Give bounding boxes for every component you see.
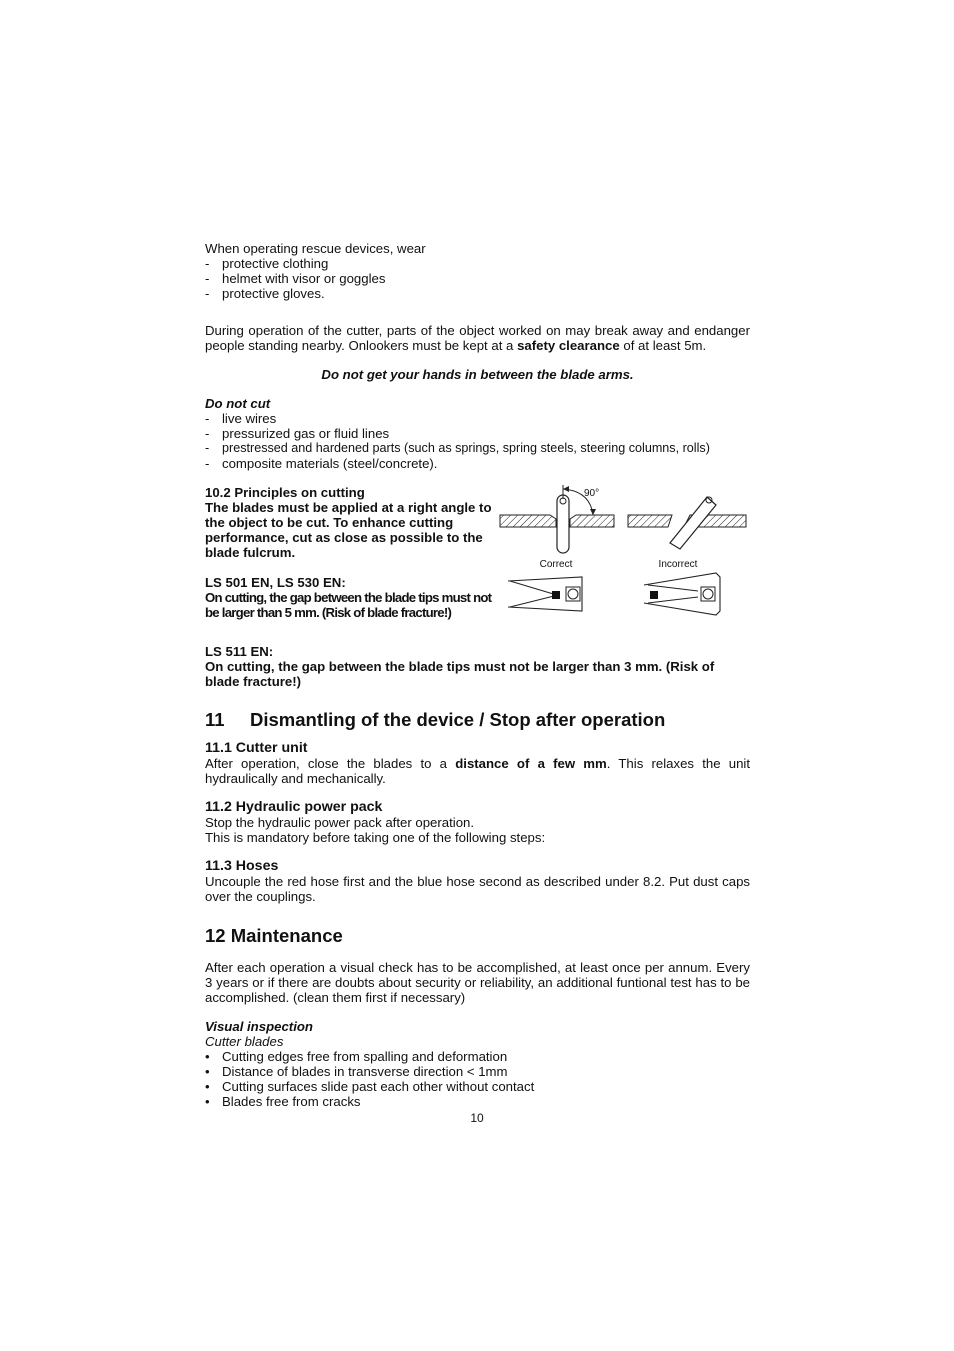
do-not-cut-list <box>205 411 750 471</box>
list-item: - live wires <box>205 411 750 426</box>
ls501-body: On cutting, the gap between the blade tips must not be larger than 5 mm. (Risk of blade fracture!) <box>205 590 492 620</box>
section-11-title: 11 Dismantling of the device / Stop after operation <box>205 709 666 730</box>
inspection-list <box>205 1049 750 1109</box>
principles-text <box>205 485 495 630</box>
cutter-blades-subheading: Cutter blades <box>205 1034 284 1049</box>
ls501-heading: LS 501 EN, LS 530 EN: <box>205 575 346 590</box>
incorrect-label: Incorrect <box>658 559 698 570</box>
correct-label: Correct <box>539 559 573 570</box>
list-item: - helmet with visor or goggles <box>205 271 750 286</box>
incorrect-diagram <box>628 497 746 570</box>
list-item: - protective clothing <box>205 256 750 271</box>
cutter-unit-body: After operation, close the blades to a distance of a few mm. This relaxes the unit hydraulically and mechanically. <box>205 756 750 786</box>
intro-lead: When operating rescue devices, wear <box>205 241 426 256</box>
safety-clearance-term: safety clearance <box>517 338 620 353</box>
hoses-heading: 11.3 Hoses <box>205 858 279 874</box>
do-not-cut-heading: Do not cut <box>205 396 271 411</box>
correct-diagram <box>500 485 614 570</box>
angle-label: 90° <box>584 488 600 499</box>
visual-inspection-heading: Visual inspection <box>205 1019 313 1034</box>
ls511-heading: LS 511 EN: <box>205 644 274 659</box>
maintenance-body: After each operation a visual check has to be accomplished, at least once per annum. Every 3 years or if there are doubts about security or reliability, an additional funtional test has to be accomplished. (clean them first if necessary) <box>205 960 750 1005</box>
list-item: • Cutting edges free from spalling and deformation <box>205 1049 750 1064</box>
ls511-body: On cutting, the gap between the blade tips must not be larger than 3 mm. (Risk of blade fracture!) <box>205 659 715 689</box>
hands-warning: Do not get your hands in between the blade arms. <box>321 367 634 382</box>
section-12-title: 12 Maintenance <box>205 925 343 946</box>
list-item: • Distance of blades in transverse direction < 1mm <box>205 1064 750 1079</box>
page-content <box>205 241 750 1109</box>
safety-clearance-paragraph: During operation of the cutter, parts of the object worked on may break away and endanger people standing nearby. Onlookers must be kept at a safety clearance of at least 5m. <box>205 323 750 353</box>
list-item: - pressurized gas or fluid lines <box>205 426 750 441</box>
page-number: 10 <box>470 1111 484 1125</box>
hoses-body: Uncouple the red hose first and the blue hose second as described under 8.2. Put dust caps over the couplings. <box>205 874 750 904</box>
list-item: • Cutting surfaces slide past each other without contact <box>205 1079 750 1094</box>
list-item: • Blades free from cracks <box>205 1094 750 1109</box>
principles-body: The blades must be applied at a right angle to the object to be cut. To enhance cutting performance, cut as close as possible to the blade fulcrum. <box>205 500 492 560</box>
cutting-figure <box>498 485 750 630</box>
list-item: - prestressed and hardened parts (such as springs, spring steels, steering columns, rolls) <box>205 441 750 456</box>
protective-gear-list <box>205 256 750 301</box>
hydraulic-line-2: This is mandatory before taking one of the following steps: <box>205 830 546 845</box>
cutter-unit-heading: 11.1 Cutter unit <box>205 740 308 756</box>
principles-heading: 10.2 Principles on cutting <box>205 485 365 500</box>
list-item: - protective gloves. <box>205 286 750 301</box>
principles-block <box>205 485 750 630</box>
blade-tips-correct <box>508 577 582 611</box>
hydraulic-power-pack-heading: 11.2 Hydraulic power pack <box>205 799 383 815</box>
cutting-diagram <box>498 485 750 627</box>
list-item: - composite materials (steel/concrete). <box>205 456 750 471</box>
blade-tips-incorrect <box>644 573 720 615</box>
hydraulic-line-1: Stop the hydraulic power pack after operation. <box>205 815 475 830</box>
